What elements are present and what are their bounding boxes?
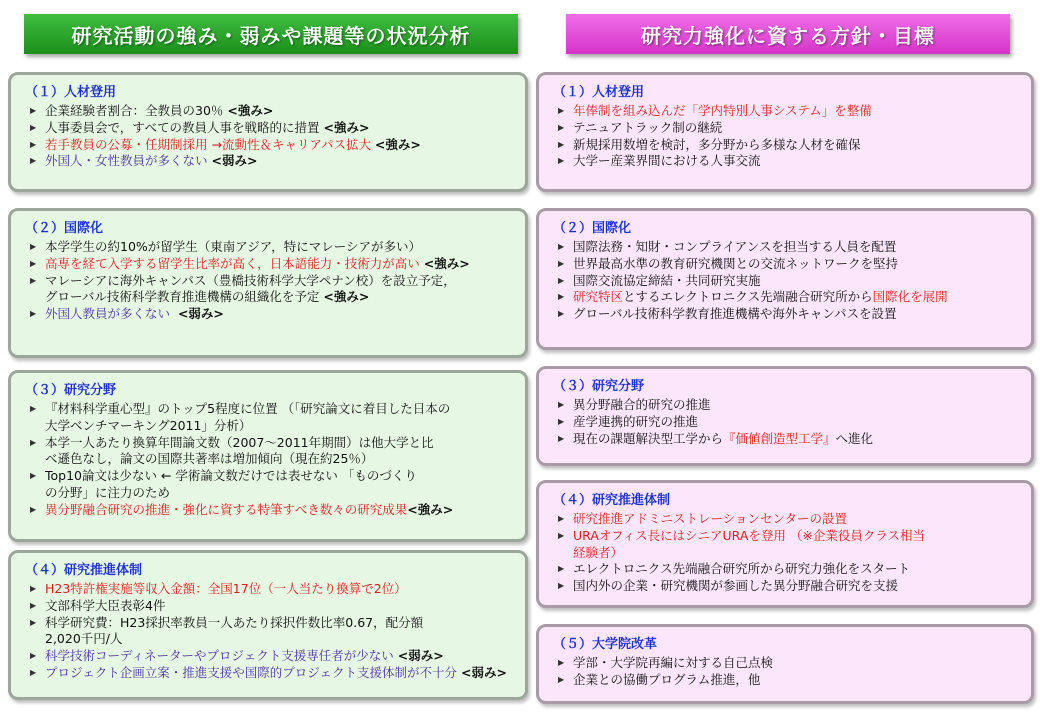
- bullet-item: [45, 502, 517, 519]
- right-section-2: [536, 208, 1034, 350]
- bullet-item: [573, 273, 1023, 290]
- strength-weakness-tag: <弱み>: [397, 648, 444, 664]
- section-title: （４）研究推進体制: [553, 493, 671, 508]
- text-segment: 『価値創造型工学』: [723, 430, 836, 446]
- strength-weakness-tag: <強み>: [323, 289, 370, 305]
- left-section-2: [8, 208, 528, 358]
- section-title: （３）研究分野: [553, 379, 645, 394]
- bullet-item: [573, 528, 1023, 562]
- bullet-item: [45, 648, 517, 665]
- bullet-text: 産学連携的研究の推進: [573, 413, 699, 429]
- bullet-list: [553, 655, 1023, 689]
- bullet-list: [25, 401, 517, 519]
- bullet-text: 文部科学大臣表彰4件: [45, 597, 166, 613]
- bullet-item: [45, 256, 517, 273]
- bullet-item: [45, 306, 517, 323]
- bullet-text: 国際交流協定締結・共同研究実施: [573, 272, 761, 288]
- bullet-text: 本学一人あたり換算年間論文数（2007～2011年期間）は他大学と比 べ遜色なし，論文の国際共著率は増加傾向（現在約25％）: [45, 434, 434, 467]
- bullet-item: [45, 581, 517, 598]
- left-section-4: [8, 550, 528, 700]
- text-segment: 研究特区: [573, 289, 624, 305]
- bullet-list: [25, 239, 517, 323]
- section-title: （１）人材登用: [25, 85, 117, 100]
- header-left: 研究活動の強み・弱みや課題等の状況分析: [24, 14, 518, 54]
- header-right: 研究力強化に資する方針・目標: [566, 14, 1010, 54]
- bullet-item: [573, 137, 1023, 154]
- bullet-text: Top10論文は少ない ← 学術論文数だけでは表せない 「ものづくり の分野」に注力のため: [45, 468, 417, 500]
- bullet-item: [45, 435, 517, 469]
- bullet-text: マレーシアに海外キャンパス（豊橋技術科学大学ペナン校）を設立予定， グローバル技術科学教育推進機構の組織化を予定: [45, 272, 456, 305]
- bullet-text: 『材料科学重心型』のトップ5程度に位置 （「研究論文に着目した日本の 大学ベンチマーキング2011」分析）: [45, 401, 451, 433]
- text-segment: 現在の課題解決型工学から: [573, 430, 724, 446]
- strength-weakness-tag: <弱み>: [211, 153, 258, 169]
- left-section-1: [8, 72, 528, 192]
- bullet-text: エレクトロニクス先端融合研究所から研究力強化をスタート: [573, 561, 911, 577]
- bullet-text: 科学研究費：H23採択率教員一人あたり採択件数比率0.67，配分額 2,020千円/人: [45, 614, 424, 647]
- bullet-item: [45, 103, 517, 120]
- bullet-item: [573, 578, 1023, 595]
- strength-weakness-tag: <弱み>: [460, 664, 507, 680]
- section-title: （３）研究分野: [25, 383, 117, 398]
- bullet-item: [573, 153, 1023, 170]
- right-section-5: [536, 624, 1034, 704]
- strength-weakness-tag: <強み>: [407, 501, 454, 517]
- bullet-list: [553, 397, 1023, 447]
- bullet-text: URAオフィス長にはシニアURAを登用 （※企業役員クラス相当 経験者）: [573, 527, 925, 560]
- bullet-item: [573, 289, 1023, 306]
- bullet-item: [573, 397, 1023, 414]
- bullet-item: [573, 655, 1023, 672]
- bullet-list: [553, 103, 1023, 170]
- right-section-1: [536, 72, 1034, 192]
- bullet-text: 異分野融合研究の推進・強化に資する特筆すべき数々の研究成果: [45, 501, 408, 517]
- right-section-3: [536, 366, 1034, 466]
- bullet-text: 外国人・女性教員が多くない: [45, 153, 212, 169]
- bullet-text: 研究推進アドミニストレーションセンターの設置: [573, 511, 848, 526]
- strength-weakness-tag: <強み>: [323, 119, 370, 135]
- text-segment: とするエレクトロニクス先端融合研究所から: [623, 289, 873, 305]
- left-section-3: [8, 370, 528, 542]
- bullet-text: 本学学生の約10%が留学生（東南アジア，特にマレーシアが多い）: [45, 239, 422, 254]
- bullet-text: 国内外の企業・研究機関が参画した異分野融合研究を支援: [573, 578, 899, 594]
- bullet-text: 世界最高水準の教育研究機関との交流ネットワークを堅持: [573, 255, 899, 271]
- bullet-list: [553, 239, 1023, 323]
- bullet-text: グローバル技術科学教育推進機構や海外キャンパスを設置: [573, 306, 897, 322]
- section-title: （１）人材登用: [553, 85, 645, 100]
- bullet-text: 年俸制を組み込んだ「学内特別人事システム」を整備: [573, 103, 872, 118]
- bullet-item: [45, 598, 517, 615]
- bullet-text: 国際法務・知財・コンプライアンスを担当する人員を配置: [573, 239, 897, 254]
- bullet-item: [573, 120, 1023, 137]
- bullet-item: [573, 103, 1023, 120]
- bullet-item: [573, 239, 1023, 256]
- bullet-item: [45, 468, 517, 502]
- text-segment: 国際化を展開: [872, 289, 948, 305]
- bullet-text: 新規採用数増を検討，多分野から多様な人材を確保: [573, 136, 861, 152]
- bullet-item: [45, 239, 517, 256]
- strength-weakness-tag: <強み>: [423, 255, 470, 271]
- bullet-list: [25, 581, 517, 682]
- bullet-list: [25, 103, 517, 170]
- strength-weakness-tag: <弱み>: [177, 306, 224, 322]
- text-segment: へ進化: [835, 430, 874, 446]
- bullet-text: H23特許権実施等収入金額：全国17位（一人当たり換算で2位）: [45, 581, 407, 596]
- bullet-text: 外国人教員が多くない: [45, 306, 178, 322]
- bullet-item: [45, 120, 517, 137]
- strength-weakness-tag: <強み>: [374, 136, 421, 152]
- bullet-text: 高専を経て入学する留学生比率が高く，日本語能力・技術力が高い: [45, 255, 424, 271]
- bullet-text: 企業経験者割合：全教員の30％: [45, 103, 228, 118]
- bullet-text: 異分野融合的研究の推進: [573, 397, 711, 412]
- section-title: （２）国際化: [25, 221, 104, 236]
- bullet-item: [573, 306, 1023, 323]
- bullet-item: [573, 511, 1023, 528]
- bullet-item: [45, 137, 517, 154]
- right-section-4: [536, 480, 1034, 608]
- bullet-text: 企業との協働プログラム推進，他: [573, 671, 761, 687]
- bullet-item: [45, 401, 517, 435]
- bullet-text: 大学ー産業界間における人事交流: [573, 153, 761, 169]
- bullet-item: [45, 665, 517, 682]
- bullet-text: 学部・大学院再編に対する自己点検: [573, 655, 774, 670]
- bullet-item: [45, 153, 517, 170]
- bullet-text: 人事委員会で，すべての教員人事を戦略的に措置: [45, 119, 324, 135]
- section-title: （２）国際化: [553, 221, 632, 236]
- bullet-text: 科学技術コーディネーターやプロジェクト支援専任者が少ない: [45, 648, 398, 664]
- bullet-item: [573, 256, 1023, 273]
- section-title: （４）研究推進体制: [25, 563, 143, 578]
- bullet-text: プロジェクト企画立案・推進支援や国際的プロジェクト支援体制が不十分: [45, 664, 461, 680]
- bullet-item: [573, 414, 1023, 431]
- bullet-text: 若手教員の公募・任期制採用 →流動性＆キャリアパス拡大: [45, 136, 375, 152]
- bullet-item: [45, 615, 517, 649]
- bullet-list: [553, 511, 1023, 595]
- section-title: （５）大学院改革: [553, 637, 658, 652]
- bullet-item: [573, 431, 1023, 448]
- strength-weakness-tag: <強み>: [227, 103, 274, 118]
- bullet-item: [573, 672, 1023, 689]
- bullet-text: テニュアトラック制の継続: [573, 119, 723, 135]
- bullet-item: [45, 273, 517, 307]
- bullet-item: [573, 561, 1023, 578]
